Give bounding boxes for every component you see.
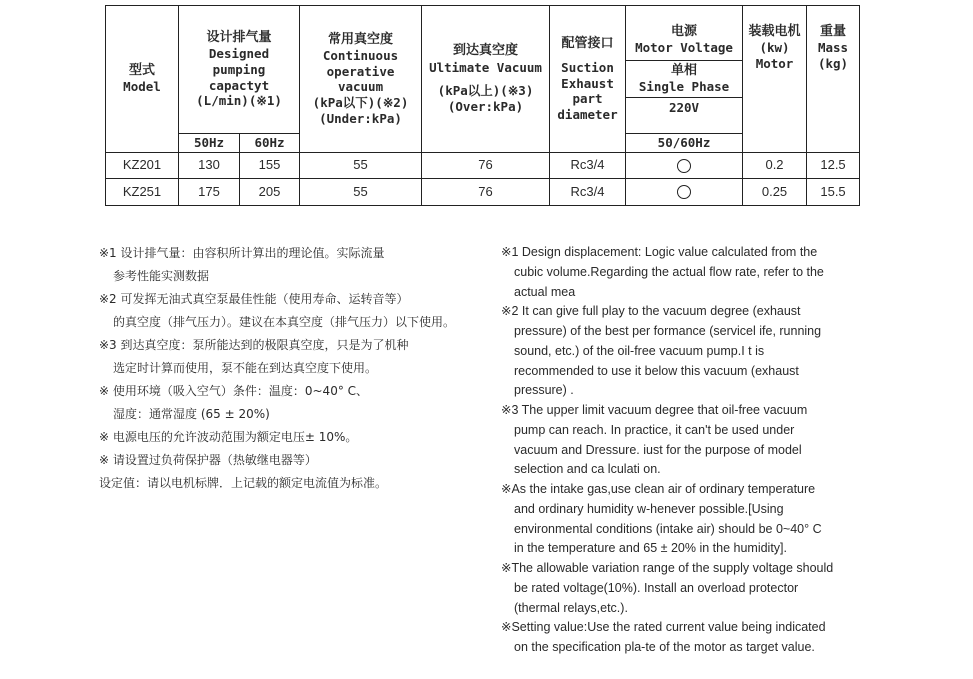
spec-table: [105, 5, 860, 206]
header-flow: [179, 6, 300, 134]
note-line: and ordinary humidity w-henever possible.[Using: [514, 501, 784, 516]
header-phase-zh: 单相: [671, 62, 698, 78]
note-line: ※2 It can give full play to the vacuum degree (exhaust: [501, 304, 801, 319]
header-ultimate-en: Ultimate Vacuum: [429, 59, 542, 75]
cell-port: Rc3/4: [550, 153, 626, 179]
cell-flow-60: 205: [240, 179, 300, 206]
header-power: [626, 6, 743, 134]
header-continuous-en: (Under:kPa): [319, 110, 402, 126]
header-ultimate-zh: 到达真空度: [453, 43, 519, 59]
cell-continuous: 55: [300, 179, 422, 206]
note-line: ※3 The upper limit vacuum degree that oil-free vacuum: [501, 403, 808, 417]
header-continuous-en: vacuum: [337, 79, 384, 95]
cell-model: KZ251: [106, 179, 179, 206]
header-port-en: diameter: [557, 106, 618, 122]
header-model: [106, 6, 179, 153]
header-power-zh: 电源: [671, 23, 698, 39]
header-mass: [807, 6, 860, 153]
header-model-zh: 型式: [128, 63, 155, 79]
header-continuous-vacuum: [300, 6, 422, 153]
note-line: on the specification pla-te of the motor as target value.: [514, 640, 815, 654]
header-voltage: 220V: [668, 99, 700, 115]
note-line: ※ 电源电压的允许波动范围为额定电压± 10%。: [99, 430, 358, 444]
note-line: (thermal relays,etc.).: [514, 600, 628, 615]
header-continuous-en: operative: [326, 63, 395, 79]
cell-mass: 15.5: [807, 179, 860, 206]
header-port-en: Suction: [561, 59, 614, 75]
cell-mass: 12.5: [807, 153, 860, 179]
table-row: [106, 153, 860, 179]
header-motor-unit: (kw): [759, 40, 790, 56]
table-row: [106, 179, 860, 206]
header-flow-en: capactyt: [208, 77, 270, 93]
cell-continuous: 55: [300, 153, 422, 179]
header-continuous-en: (kPa以下)(※2): [312, 94, 409, 110]
header-ultimate-en: (kPa以上)(※3): [437, 83, 534, 99]
note-line: ※Setting value:Use the rated current value being indicated: [501, 620, 826, 635]
header-60hz: 60Hz: [240, 134, 300, 153]
header-flow-zh: 设计排气量: [206, 30, 272, 46]
note-line: ※ 使用环境（吸入空气）条件：温度：0~40° C、: [99, 384, 369, 398]
note-line: in the temperature and 65 ± 20% in the humidity].: [514, 541, 787, 556]
notes-english: [501, 243, 873, 658]
header-ultimate-vacuum: [422, 6, 550, 153]
header-mass-zh: 重量: [820, 24, 847, 39]
note-line: ※1 设计排气量：由容积所计算出的理论值。实际流量: [99, 246, 385, 260]
cell-flow-50: 175: [179, 179, 240, 206]
available-circle-icon: [677, 185, 691, 199]
cell-single-phase: [626, 153, 743, 179]
note-line: 设定值：请以电机标牌．上记载的额定电流值为标准。: [99, 476, 388, 490]
header-port-zh: 配管接口: [561, 35, 614, 51]
note-line: 的真空度（排气压力）。建议在本真空度（排气压力）以下使用。: [113, 315, 456, 329]
note-line: be rated voltage(10%). Install an overload protector: [514, 580, 799, 595]
note-line: ※1 Design displacement: Logic value calculated from the: [501, 245, 818, 259]
header-phase-en: Single Phase: [638, 78, 730, 94]
cell-model: KZ201: [106, 153, 179, 179]
note-line: sound, etc.) of the oil-free vacuum pump.I t is: [514, 343, 765, 358]
cell-ultimate: 76: [422, 153, 550, 179]
note-line: recommended to use it below this vacuum (exhaust: [514, 363, 799, 378]
cell-flow-50: 130: [179, 153, 240, 179]
note-line: cubic volume.Regarding the actual flow rate, refer to the: [514, 264, 824, 279]
header-ultimate-en: (Over:kPa): [447, 98, 524, 114]
cell-port: Rc3/4: [550, 179, 626, 206]
header-motor-zh: 装载电机: [748, 24, 801, 39]
header-50hz: 50Hz: [179, 134, 240, 153]
header-model-en: Model: [123, 79, 161, 95]
note-line: ※The allowable variation range of the supply voltage should: [501, 561, 834, 575]
header-flow-en: pumping: [212, 62, 266, 77]
note-line: actual mea: [514, 284, 576, 299]
note-line: ※As the intake gas,use clean air of ordinary temperature: [501, 482, 816, 496]
cell-flow-60: 155: [240, 153, 300, 179]
note-line: pressure) .: [514, 383, 574, 398]
note-line: vacuum and Dressure. iust for the purpose of model: [514, 442, 802, 457]
note-line: 湿度：通常湿度 (65 ± 20%): [113, 407, 270, 421]
cell-motor-kw: 0.25: [743, 179, 807, 206]
header-power-en: Motor Voltage: [635, 40, 733, 56]
note-line: 选定时计算而使用，泵不能在到达真空度下使用。: [113, 361, 378, 375]
cell-ultimate: 76: [422, 179, 550, 206]
note-line: ※3 到达真空度：泵所能达到的极限真空度，只是为了机种: [99, 338, 409, 352]
note-line: environmental conditions (intake air) should be 0~40° C: [514, 521, 822, 536]
available-circle-icon: [677, 159, 691, 173]
note-line: pressure) of the best per formance (servicel ife, running: [514, 324, 822, 338]
header-flow-en: (L/min)(※1): [196, 93, 282, 109]
header-continuous-zh: 常用真空度: [328, 31, 394, 47]
header-port-en: part: [572, 91, 603, 107]
header-continuous-en: Continuous: [322, 48, 399, 64]
header-frequency: 50/60Hz: [626, 134, 743, 153]
cell-motor-kw: 0.2: [743, 153, 807, 179]
note-line: pump can reach. In practice, it can't be used under: [514, 422, 795, 437]
note-line: selection and ca lculati on.: [514, 462, 661, 477]
cell-single-phase: [626, 179, 743, 206]
header-port: [550, 6, 626, 153]
header-mass-en: Mass: [817, 40, 849, 56]
header-port-en: Exhaust: [561, 75, 614, 91]
note-line: ※2 可发挥无油式真空泵最佳性能（使用寿命、运转音等）: [99, 292, 409, 306]
header-motor-en: Motor: [755, 55, 794, 71]
header-motor: [743, 6, 807, 153]
note-line: ※ 请设置过负荷保护器（热敏继电器等）: [99, 453, 317, 467]
note-line: 参考性能实测数据: [113, 269, 210, 283]
notes-chinese: [99, 242, 479, 495]
header-flow-en: Designed: [208, 46, 270, 62]
header-mass-unit: (kg): [817, 55, 849, 71]
